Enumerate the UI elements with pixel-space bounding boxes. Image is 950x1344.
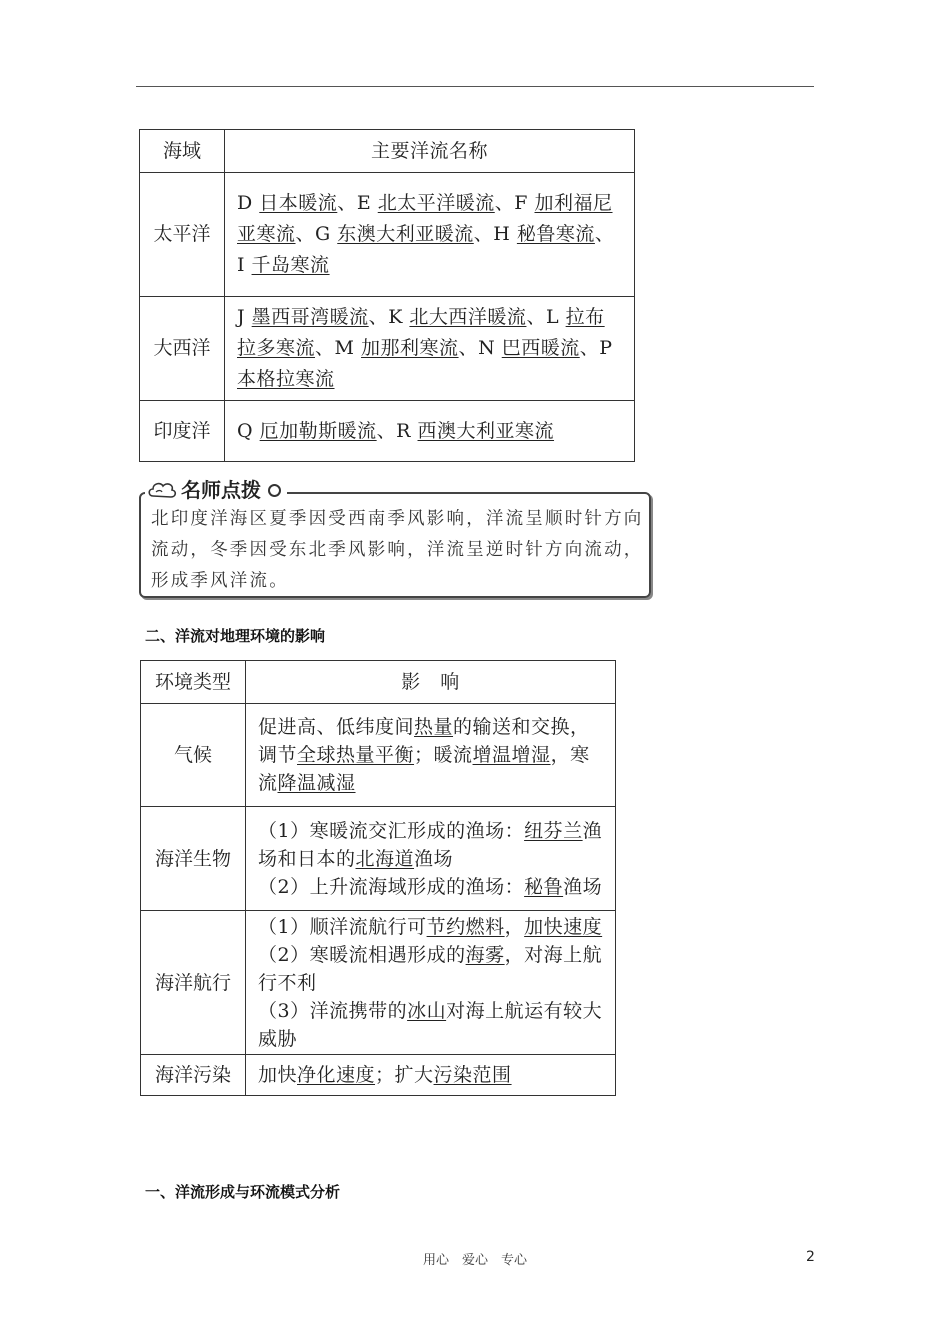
current-label: F bbox=[514, 192, 535, 214]
current-name: 北大西洋暖流 bbox=[409, 306, 527, 328]
table-row bbox=[140, 173, 635, 297]
current-name: 千岛寒流 bbox=[251, 254, 330, 276]
key-term: 热量 bbox=[414, 716, 454, 738]
impact-line bbox=[258, 997, 603, 1053]
key-term: 秘鲁 bbox=[524, 875, 564, 898]
current-name: 本格拉寒流 bbox=[237, 368, 335, 390]
table-row bbox=[141, 807, 616, 911]
key-term: 纽芬兰 bbox=[524, 819, 583, 842]
table-row bbox=[140, 401, 635, 462]
region-cell: 太平洋 bbox=[140, 173, 225, 297]
currents-cell bbox=[225, 173, 635, 297]
current-label: N bbox=[478, 337, 502, 359]
current-label: Q bbox=[237, 419, 260, 442]
header-region: 海域 bbox=[140, 130, 225, 173]
impact-cell bbox=[246, 911, 616, 1055]
impact-cell bbox=[246, 1055, 616, 1096]
current-label: J bbox=[237, 306, 252, 328]
table-row bbox=[141, 1055, 616, 1096]
impact-text: 的输送和交换，调节 bbox=[258, 716, 590, 766]
type-cell: 海洋生物 bbox=[141, 807, 246, 911]
impact-text: （1）寒暖流交汇形成的渔场： bbox=[258, 819, 525, 842]
impact-text: ，寒流 bbox=[258, 744, 590, 794]
separator: 、 bbox=[458, 337, 479, 359]
header-rule bbox=[136, 86, 814, 87]
separator: 、 bbox=[594, 223, 615, 245]
key-term: 北海道 bbox=[355, 847, 415, 870]
current-name: 加利福尼亚寒流 bbox=[237, 192, 613, 245]
region-cell: 印度洋 bbox=[140, 401, 225, 462]
ocean-currents-table bbox=[139, 129, 635, 462]
table-row bbox=[141, 911, 616, 1055]
page-number: 2 bbox=[806, 1249, 815, 1265]
current-label: R bbox=[396, 419, 418, 442]
teacher-tip-box bbox=[139, 475, 651, 597]
impact-line bbox=[258, 1061, 603, 1089]
currents-cell bbox=[225, 297, 635, 401]
current-name: 墨西哥湾暖流 bbox=[251, 306, 369, 328]
current-label: G bbox=[315, 223, 338, 245]
current-name: 西澳大利亚寒流 bbox=[417, 419, 555, 442]
current-label: H bbox=[493, 223, 517, 245]
key-term: 增温增湿 bbox=[472, 744, 551, 766]
separator: 、 bbox=[337, 192, 357, 214]
header-environment-type: 环境类型 bbox=[141, 661, 246, 704]
table-row bbox=[140, 297, 635, 401]
impact-text: 对海上航运有较大威胁 bbox=[258, 999, 603, 1050]
region-cell: 大西洋 bbox=[140, 297, 225, 401]
page-footer: 用心 爱心 专心 bbox=[422, 1253, 527, 1268]
key-term: 全球热量平衡 bbox=[297, 744, 415, 766]
separator: 、 bbox=[579, 337, 600, 359]
impact-text: 渔场和日本的 bbox=[258, 819, 603, 870]
impact-cell bbox=[246, 704, 616, 807]
type-cell: 海洋污染 bbox=[141, 1055, 246, 1096]
impact-text: 加快 bbox=[258, 1064, 298, 1086]
current-label: M bbox=[334, 337, 362, 359]
table-row bbox=[141, 704, 616, 807]
tip-title bbox=[145, 475, 287, 505]
circle-marker-icon bbox=[268, 484, 281, 497]
separator: 、 bbox=[376, 419, 397, 442]
impact-text: （2）上升流海域形成的渔场： bbox=[258, 875, 525, 898]
separator: 、 bbox=[473, 223, 494, 245]
impact-text: 渔场 bbox=[563, 875, 603, 898]
key-term: 加快速度 bbox=[524, 915, 603, 938]
current-name: 北太平洋暖流 bbox=[377, 192, 495, 214]
impact-text: ；暖流 bbox=[414, 744, 473, 766]
environment-impact-table bbox=[140, 660, 616, 1096]
impact-text: ，对海上航行不利 bbox=[258, 943, 603, 994]
tip-body: 北印度洋海区夏季因受西南季风影响，洋流呈顺时针方向流动，冬季因受东北季风影响，洋流呈逆时针方向流动，形成季风洋流。 bbox=[151, 509, 644, 591]
current-name: 厄加勒斯暖流 bbox=[259, 419, 377, 442]
key-term: 冰山 bbox=[407, 999, 447, 1022]
type-cell: 海洋航行 bbox=[141, 911, 246, 1055]
section-heading: 一、洋流形成与环流模式分析 bbox=[145, 1183, 341, 1201]
separator: 、 bbox=[494, 192, 515, 214]
table-header-row bbox=[140, 130, 635, 173]
impact-line bbox=[258, 817, 603, 873]
key-term: 海雾 bbox=[465, 943, 505, 966]
type-cell: 气候 bbox=[141, 704, 246, 807]
current-label: D bbox=[237, 192, 260, 214]
current-label: K bbox=[388, 306, 410, 328]
impact-line bbox=[258, 913, 603, 941]
key-term: 污染范围 bbox=[433, 1064, 512, 1086]
section-heading: 二、洋流对地理环境的影响 bbox=[145, 627, 326, 645]
header-impact: 影 响 bbox=[246, 661, 616, 704]
current-label: I bbox=[237, 254, 252, 276]
key-term: 节约燃料 bbox=[426, 915, 505, 938]
current-name: 东澳大利亚暖流 bbox=[337, 223, 474, 245]
header-current-names: 主要洋流名称 bbox=[225, 130, 635, 173]
impact-line bbox=[258, 941, 603, 997]
impact-text: 促进高、低纬度间 bbox=[258, 716, 415, 738]
impact-text: （1）顺洋流航行可 bbox=[258, 915, 427, 938]
current-name: 拉布拉多寒流 bbox=[237, 306, 605, 359]
impact-line bbox=[258, 713, 603, 797]
table-header-row bbox=[141, 661, 616, 704]
currents-cell bbox=[225, 401, 635, 462]
impact-text: ；扩大 bbox=[375, 1064, 434, 1086]
current-label: L bbox=[545, 306, 566, 328]
current-name: 日本暖流 bbox=[259, 192, 338, 214]
tip-title-text: 名师点拨 bbox=[181, 478, 261, 502]
impact-text: 渔场 bbox=[414, 847, 454, 870]
key-term: 净化速度 bbox=[297, 1064, 376, 1086]
separator: 、 bbox=[315, 337, 335, 359]
separator: 、 bbox=[368, 306, 389, 328]
current-name: 巴西暖流 bbox=[501, 337, 580, 359]
impact-text: （3）洋流携带的 bbox=[258, 999, 408, 1022]
current-label: P bbox=[599, 337, 613, 359]
impact-text: ， bbox=[504, 915, 525, 938]
separator: 、 bbox=[526, 306, 546, 328]
separator: 、 bbox=[295, 223, 316, 245]
impact-line bbox=[258, 873, 603, 901]
impact-cell bbox=[246, 807, 616, 911]
cloud-icon bbox=[147, 479, 177, 501]
impact-text: （2）寒暖流相遇形成的 bbox=[258, 943, 466, 966]
key-term: 降温减湿 bbox=[277, 772, 356, 794]
current-name: 加那利寒流 bbox=[361, 337, 459, 359]
current-name: 秘鲁寒流 bbox=[516, 223, 595, 245]
current-label: E bbox=[356, 192, 378, 214]
